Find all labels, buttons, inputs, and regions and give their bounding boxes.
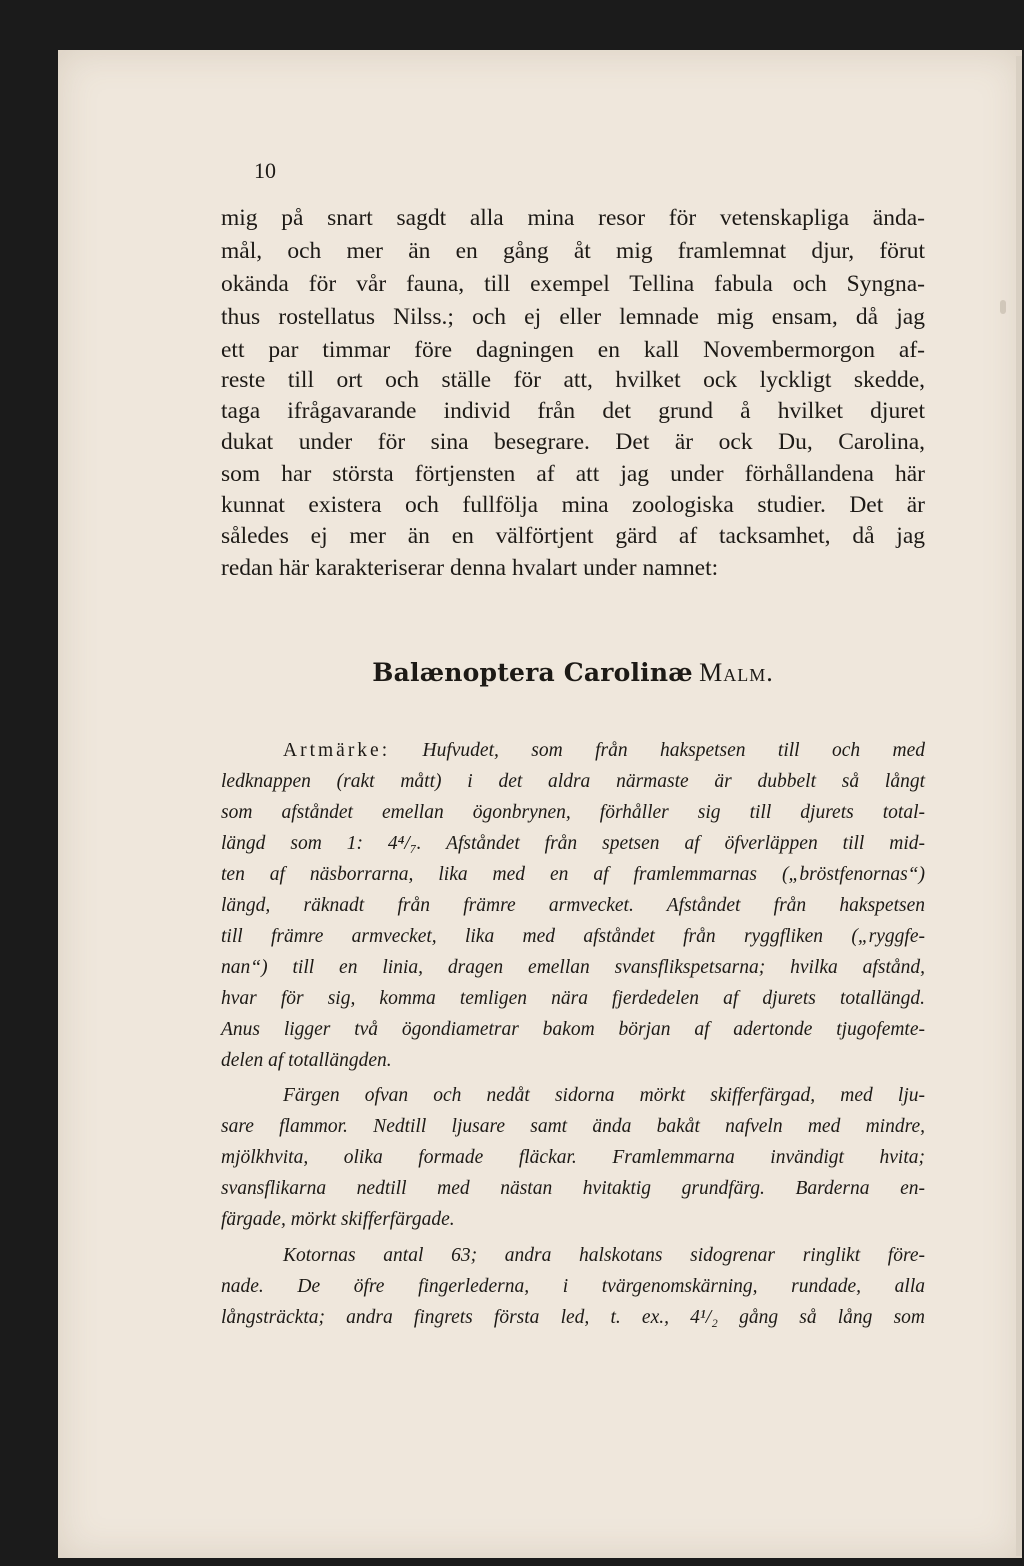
body-line: som har största förtjensten af att jag under förhållandena här xyxy=(221,461,925,487)
italic-line: Anus ligger två ögondiametrar bakom början af adertonde tjugofemte- xyxy=(221,1019,925,1040)
body-line: dukat under för sina besegrare. Det är ock Du, Carolina, xyxy=(221,429,925,455)
body-line: redan här karakteriserar denna hvalart under namnet: xyxy=(221,555,719,581)
italic-line: längd, räknadt från främre armvecket. Afståndet från hakspetsen xyxy=(221,895,925,916)
body-line: reste till ort och ställe för att, hvilket ock lyckligt skedde, xyxy=(221,367,925,393)
italic-line: nan“) till en linia, dragen emellan svansflikspetsarna; hvilka afstånd, xyxy=(221,957,925,978)
body-line: thus rostellatus Nilss.; och ej eller lemnade mig ensam, då jag xyxy=(221,304,925,330)
italic-line: ledknappen (rakt mått) i det aldra närmaste är dubbelt så långt xyxy=(221,771,925,792)
italic-line: Artmärke: Hufvudet, som från hakspetsen till och med xyxy=(283,740,926,761)
page-edge xyxy=(1016,56,1022,1556)
italic-line: som afståndet emellan ögonbrynen, förhåller sig till djurets total- xyxy=(221,802,925,823)
diagnosis-label: Artmärke: xyxy=(283,740,391,761)
body-line: således ej mer än en välförtjent gärd af tacksamhet, då jag xyxy=(221,523,925,549)
italic-line: färgade, mörkt skifferfärgade. xyxy=(221,1209,455,1230)
body-line: mig på snart sagdt alla mina resor för vetenskapliga ända- xyxy=(221,205,925,231)
body-line: mål, och mer än en gång åt mig framlemnat djur, förut xyxy=(221,238,925,264)
italic-line: mjölkhvita, olika formade fläckar. Framlemmarna invändigt hvita; xyxy=(221,1147,925,1168)
species-heading xyxy=(221,655,925,692)
italic-line: sare flammor. Nedtill ljusare samt ända bakåt nafveln med mindre, xyxy=(221,1116,925,1137)
italic-line: Färgen ofvan och nedåt sidorna mörkt skifferfärgad, med lju- xyxy=(283,1085,925,1106)
italic-line: delen af totallängden. xyxy=(221,1050,392,1071)
italic-line: nade. De öfre fingerlederna, i tvärgenomskärning, rundade, alla xyxy=(221,1276,925,1297)
species-author: Malm. xyxy=(699,658,774,687)
page-number: 10 xyxy=(254,158,276,183)
body-line: ett par timmar före dagningen en kall Novembermorgon af- xyxy=(221,337,925,363)
italic-line: hvar för sig, komma temligen nära fjerdedelen af djurets totallängd. xyxy=(221,988,925,1009)
italic-line: ten af näsborrarna, lika med en af framlemmarnas („bröstfenornas“) xyxy=(221,864,925,885)
italic-line: längd som 1: 4⁴/₇. Afståndet från spetsen af öfverläppen till mid- xyxy=(221,833,925,854)
body-line: okända för vår fauna, till exempel Tellina fabula och Syngna- xyxy=(221,271,925,297)
italic-line: långsträckta; andra fingrets första led, t. ex., 4¹/₂ gång så lång som xyxy=(221,1307,925,1328)
species-name: Balænoptera Carolinæ xyxy=(372,658,693,687)
italic-line: svansflikarna nedtill med nästan hvitaktig grundfärg. Barderna en- xyxy=(221,1178,925,1199)
italic-line: till främre armvecket, lika med afståndet från ryggfliken („ryggfe- xyxy=(221,926,925,947)
body-line: kunnat existera och fullfölja mina zoologiska studier. Det är xyxy=(221,492,925,518)
body-line: taga ifrågavarande individ från det grund å hvilket djuret xyxy=(221,398,925,424)
paper-mark xyxy=(1000,300,1006,314)
italic-line: Kotornas antal 63; andra halskotans sidogrenar ringlikt före- xyxy=(283,1245,925,1266)
